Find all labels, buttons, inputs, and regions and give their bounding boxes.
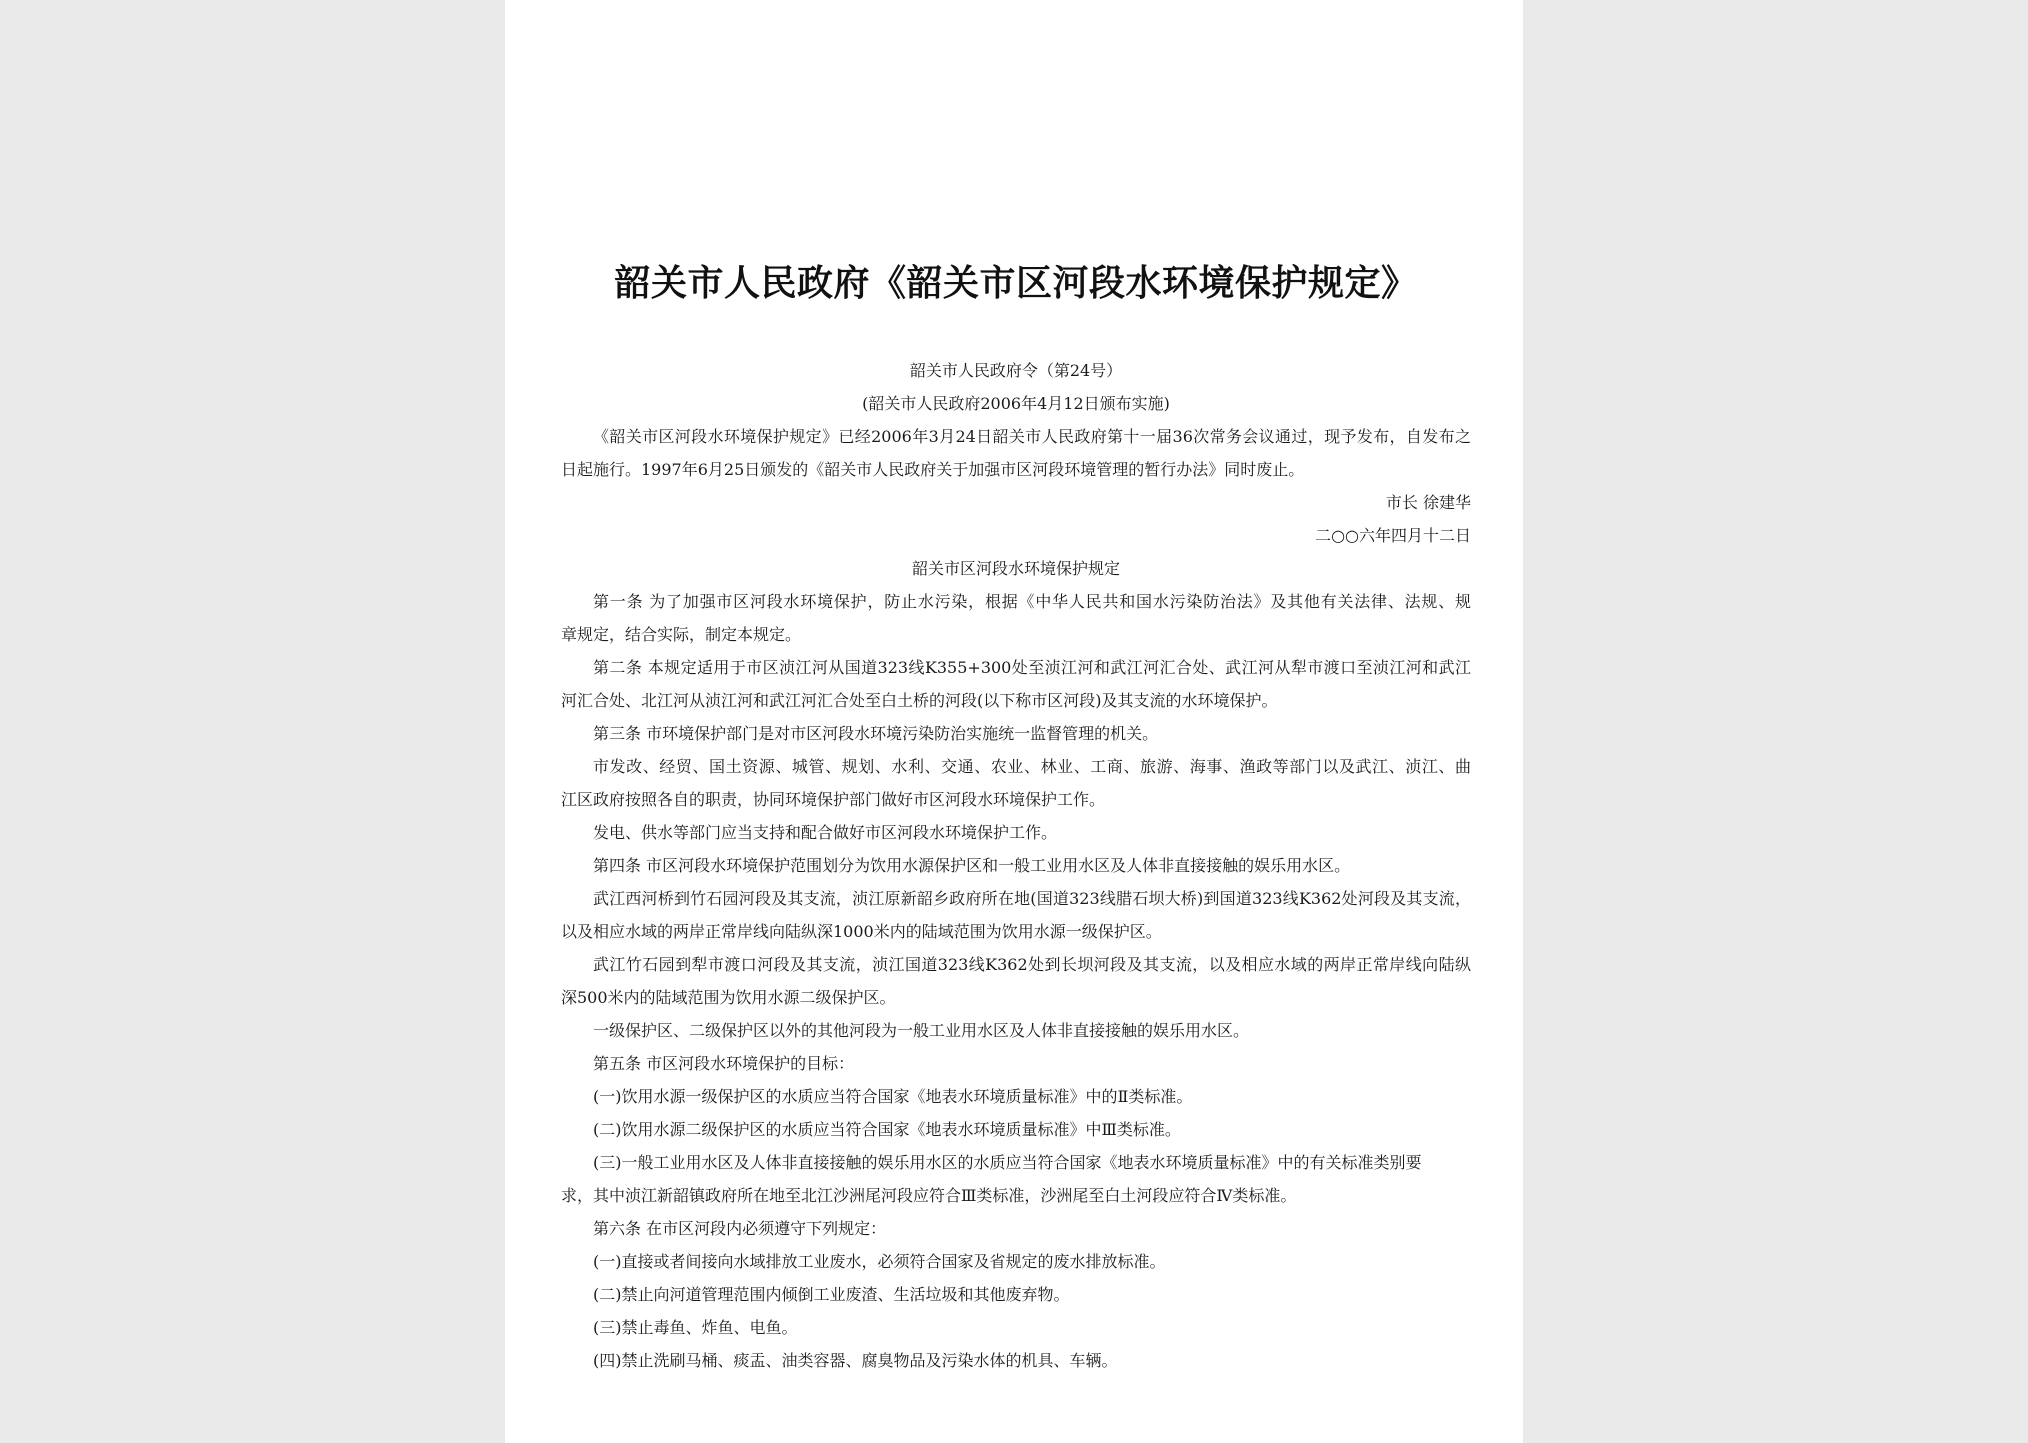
article-line: 第三条 市环境保护部门是对市区河段水环境污染防治实施统一监督管理的机关。 bbox=[593, 724, 1159, 743]
article-line: 武江竹石园到犁市渡口河段及其支流，浈江国道323线K362处到长坝河段及其支流，以及相应水域的两岸正常岸线向陆纵 bbox=[593, 955, 1471, 974]
sign-date: 二○○六年四月十二日 bbox=[1315, 526, 1471, 545]
order-number: 韶关市人民政府令（第24号） bbox=[909, 361, 1123, 380]
article-line: 以及相应水域的两岸正常岸线向陆纵深1000米内的陆域范围为饮用水源一级保护区。 bbox=[561, 922, 1162, 941]
article-line: 第一条 为了加强市区河段水环境保护，防止水污染，根据《中华人民共和国水污染防治法》及其他有关法律、法规、规 bbox=[593, 592, 1471, 611]
issuance-note: (韶关市人民政府2006年4月12日颁布实施) bbox=[862, 394, 1170, 413]
document-page bbox=[505, 0, 1523, 1443]
article-line: 第五条 市区河段水环境保护的目标： bbox=[593, 1054, 855, 1073]
article-line: (一)直接或者间接向水域排放工业废水，必须符合国家及省规定的废水排放标准。 bbox=[593, 1252, 1166, 1271]
document-title: 韶关市人民政府《韶关市区河段水环境保护规定》 bbox=[614, 262, 1418, 304]
article-line: 发电、供水等部门应当支持和配合做好市区河段水环境保护工作。 bbox=[593, 823, 1058, 842]
article-line: 一级保护区、二级保护区以外的其他河段为一般工业用水区及人体非直接接触的娱乐用水区。 bbox=[593, 1021, 1250, 1040]
regulation-subtitle: 韶关市区河段水环境保护规定 bbox=[911, 559, 1120, 578]
article-line: (四)禁止洗刷马桶、痰盂、油类容器、腐臭物品及污染水体的机具、车辆。 bbox=[593, 1351, 1118, 1370]
signatory: 市长 徐建华 bbox=[1385, 493, 1471, 512]
article-line: (一)饮用水源一级保护区的水质应当符合国家《地表水环境质量标准》中的Ⅱ类标准。 bbox=[593, 1087, 1193, 1106]
article-line: (二)饮用水源二级保护区的水质应当符合国家《地表水环境质量标准》中Ⅲ类标准。 bbox=[593, 1120, 1181, 1139]
article-line: 第二条 本规定适用于市区浈江河从国道323线K355+300处至浈江河和武江河汇合处、武江河从犁市渡口至浈江河和武江 bbox=[593, 658, 1471, 677]
article-line: 第四条 市区河段水环境保护范围划分为饮用水源保护区和一般工业用水区及人体非直接接触的娱乐用水区。 bbox=[593, 856, 1351, 875]
article-line: 江区政府按照各自的职责，协同环境保护部门做好市区河段水环境保护工作。 bbox=[561, 790, 1106, 809]
article-line: 求，其中浈江新韶镇政府所在地至北江沙洲尾河段应符合Ⅲ类标准，沙洲尾至白土河段应符合Ⅳ类标准。 bbox=[561, 1186, 1297, 1205]
article-line: (三)禁止毒鱼、炸鱼、电鱼。 bbox=[593, 1318, 798, 1337]
article-line: 武江西河桥到竹石园河段及其支流，浈江原新韶乡政府所在地(国道323线腊石坝大桥)到国道323线K362处河段及其支流， bbox=[593, 889, 1471, 908]
article-line: 河汇合处、北江河从浈江河和武江河汇合处至白土桥的河段(以下称市区河段)及其支流的水环境保护。 bbox=[561, 691, 1278, 710]
article-line: (三)一般工业用水区及人体非直接接触的娱乐用水区的水质应当符合国家《地表水环境质量标准》中的有关标准类别要 bbox=[593, 1153, 1422, 1172]
preamble-line: 《韶关市区河段水环境保护规定》已经2006年3月24日韶关市人民政府第十一届36次常务会议通过，现予发布，自发布之 bbox=[593, 427, 1471, 446]
article-line: 市发改、经贸、国土资源、城管、规划、水利、交通、农业、林业、工商、旅游、海事、渔政等部门以及武江、浈江、曲 bbox=[593, 757, 1471, 776]
article-line: 深500米内的陆域范围为饮用水源二级保护区。 bbox=[561, 988, 896, 1007]
article-line: 章规定，结合实际，制定本规定。 bbox=[561, 625, 802, 644]
article-line: (二)禁止向河道管理范围内倾倒工业废渣、生活垃圾和其他废弃物。 bbox=[593, 1285, 1070, 1304]
article-line: 第六条 在市区河段内必须遵守下列规定： bbox=[593, 1219, 887, 1238]
preamble-line: 日起施行。1997年6月25日颁发的《韶关市人民政府关于加强市区河段环境管理的暂行办法》同时废止。 bbox=[561, 460, 1305, 479]
document-content bbox=[561, 258, 1471, 1377]
